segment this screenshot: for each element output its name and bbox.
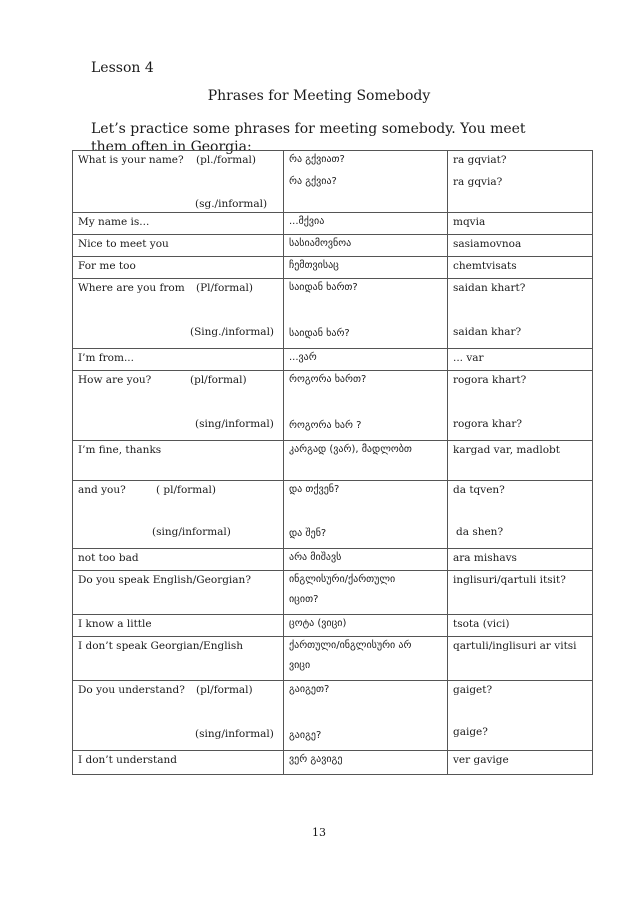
- table-row: [73, 481, 593, 549]
- transliteration-cell: tsota (vici): [448, 615, 593, 637]
- transliteration-cell: ver gavige: [448, 751, 593, 775]
- english-cell: [73, 681, 284, 751]
- table-row: [73, 681, 593, 751]
- georgian-cell: [284, 279, 448, 349]
- english-cell: Nice to meet you: [73, 235, 284, 257]
- english-note: (sg./informal): [195, 198, 268, 210]
- transliteration-cell: kargad var, madlobt: [448, 441, 593, 481]
- english-note: ( pl/formal): [156, 484, 216, 496]
- table-row: [73, 257, 593, 279]
- georgian-phrase: როგორა ხართ?: [289, 374, 367, 385]
- georgian-cell: [284, 481, 448, 549]
- english-phrase: How are you?: [78, 374, 152, 386]
- table-row: [73, 371, 593, 441]
- georgian-cell: ...მქვია: [284, 213, 448, 235]
- english-note: (sing/informal): [195, 418, 274, 430]
- english-cell: I don’t understand: [73, 751, 284, 775]
- georgian-phrase: რა გქვიათ?: [289, 154, 345, 165]
- english-note: (pl/formal): [190, 374, 247, 386]
- english-phrase: Where are you from: [78, 282, 185, 294]
- lesson-heading: Lesson 4: [91, 60, 154, 76]
- georgian-cell: ვერ გავიგე: [284, 751, 448, 775]
- georgian-cell: [284, 371, 448, 441]
- table-row: [73, 441, 593, 481]
- transliteration-cell: ara mishavs: [448, 549, 593, 571]
- georgian-cell: [284, 637, 448, 681]
- table-row: [73, 235, 593, 257]
- transliteration-cell: [448, 481, 593, 549]
- georgian-phrase: ქართული/ინგლისური არ: [289, 640, 412, 651]
- transliteration-cell: [448, 681, 593, 751]
- table-row: [73, 349, 593, 371]
- georgian-cell: [284, 571, 448, 615]
- transliteration-cell: [448, 151, 593, 213]
- table-row: [73, 279, 593, 349]
- table-row: [73, 151, 593, 213]
- transliteration: saidan khart?: [453, 282, 526, 294]
- transliteration: rogora khart?: [453, 374, 527, 386]
- transliteration: gaiget?: [453, 684, 493, 696]
- georgian-phrase: გაიგეთ?: [289, 684, 330, 695]
- english-note: (pl/formal): [196, 684, 253, 696]
- table-row: [73, 637, 593, 681]
- transliteration-cell: chemtvisats: [448, 257, 593, 279]
- georgian-phrase: საიდან ხართ?: [289, 282, 358, 293]
- english-cell: I’m from...: [73, 349, 284, 371]
- transliteration: ra gqviat?: [453, 154, 507, 166]
- transliteration: da shen?: [456, 526, 504, 538]
- georgian-phrase: ინგლისური/ქართული: [289, 574, 396, 585]
- english-phrase: Do you understand?: [78, 684, 185, 696]
- transliteration-cell: qartuli/inglisuri ar vitsi: [448, 637, 593, 681]
- table-row: [73, 615, 593, 637]
- english-note: (sing/informal): [152, 526, 231, 538]
- georgian-cell: ჩემთვისაც: [284, 257, 448, 279]
- english-note: (sing/informal): [195, 728, 274, 740]
- english-cell: My name is...: [73, 213, 284, 235]
- georgian-cell: კარგად (ვარ), მადლობთ: [284, 441, 448, 481]
- english-cell: I don’t speak Georgian/English: [73, 637, 284, 681]
- phrases-table: [72, 150, 593, 775]
- georgian-cell: ცოტა (ვიცი): [284, 615, 448, 637]
- georgian-cell: ...ვარ: [284, 349, 448, 371]
- transliteration-cell: [448, 279, 593, 349]
- georgian-phrase: გაიგე?: [289, 730, 322, 741]
- english-cell: I’m fine, thanks: [73, 441, 284, 481]
- georgian-cell: [284, 151, 448, 213]
- georgian-phrase: რა გქვია?: [289, 176, 337, 187]
- table-row: [73, 571, 593, 615]
- transliteration: gaige?: [453, 726, 488, 738]
- english-note: (Pl/formal): [196, 282, 253, 294]
- georgian-phrase: ვიცი: [289, 660, 311, 671]
- transliteration: da tqven?: [453, 484, 505, 496]
- english-note: (pl./formal): [196, 154, 256, 166]
- english-phrase: What is your name?: [78, 154, 184, 166]
- transliteration-cell: mqvia: [448, 213, 593, 235]
- english-note: (Sing./informal): [190, 326, 275, 338]
- table-row: [73, 751, 593, 775]
- georgian-phrase: და შენ?: [289, 528, 327, 539]
- english-phrase: and you?: [78, 484, 126, 496]
- transliteration: ra gqvia?: [453, 176, 503, 188]
- page-number: 13: [312, 826, 326, 839]
- english-cell: [73, 481, 284, 549]
- georgian-phrase: იცით?: [289, 594, 319, 605]
- transliteration-cell: sasiamovnoa: [448, 235, 593, 257]
- georgian-phrase: და თქვენ?: [289, 484, 340, 495]
- transliteration-cell: inglisuri/qartuli itsit?: [448, 571, 593, 615]
- transliteration-cell: ... var: [448, 349, 593, 371]
- page-title: Phrases for Meeting Somebody: [207, 88, 431, 104]
- intro-paragraph: Let’s practice some phrases for meeting somebody. You meet them often in Georgia:: [91, 121, 526, 155]
- georgian-phrase: საიდან ხარ?: [289, 328, 350, 339]
- english-cell: For me too: [73, 257, 284, 279]
- georgian-cell: [284, 681, 448, 751]
- english-cell: [73, 279, 284, 349]
- english-cell: I know a little: [73, 615, 284, 637]
- english-cell: [73, 151, 284, 213]
- english-cell: [73, 371, 284, 441]
- transliteration: saidan khar?: [453, 326, 522, 338]
- transliteration-cell: [448, 371, 593, 441]
- georgian-cell: არა მიშავს: [284, 549, 448, 571]
- english-cell: Do you speak English/Georgian?: [73, 571, 284, 615]
- table-row: [73, 213, 593, 235]
- georgian-phrase: როგორა ხარ ?: [289, 420, 362, 431]
- georgian-cell: სასიამოვნოა: [284, 235, 448, 257]
- transliteration: rogora khar?: [453, 418, 523, 430]
- table-row: [73, 549, 593, 571]
- english-cell: not too bad: [73, 549, 284, 571]
